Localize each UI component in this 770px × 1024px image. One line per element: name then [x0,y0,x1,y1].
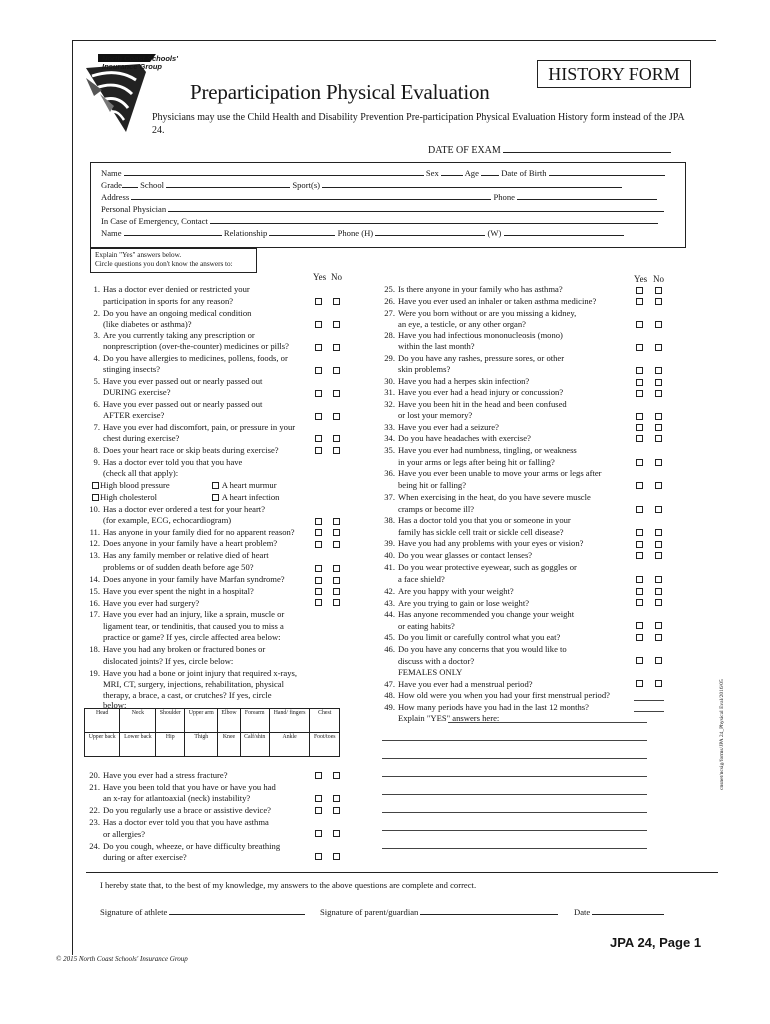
no-checkbox[interactable] [333,298,340,305]
no-header-right: No [653,274,664,284]
no-checkbox[interactable] [655,413,662,420]
explain-answer-line[interactable] [382,794,647,795]
address-row[interactable]: Address Phone [101,191,657,202]
instructions-box: Explain "Yes" answers below. Circle questions you don't know the answers to: [90,248,257,273]
question-line: practice or game? If yes, circle affected area below: [103,632,281,642]
question-line: within the last month? [398,341,475,351]
side-file-path: cnsnet/ncsig/forms/JPA 24_Physical Eval/2016/05 [719,679,725,790]
yes-checkbox[interactable] [315,413,322,420]
yes-checkbox[interactable] [315,390,322,397]
question-line: 8. Does your heart race or skip beats during exercise? [93,445,279,455]
question-line: family has sickle cell trait or sickle cell disease? [398,527,564,537]
no-checkbox[interactable] [333,390,340,397]
yes-checkbox[interactable] [315,853,322,860]
question-line: 11. Has anyone in your family died for no apparent reason? [89,527,295,537]
question-line: 13. Has any family member or relative died of heart [89,550,269,560]
explain-answer-line[interactable] [448,722,647,723]
question-line: in your arms or legs after being hit or falling? [398,457,555,467]
first-period-age-field[interactable] [634,700,664,701]
question-line: below: [103,700,127,710]
no-checkbox[interactable] [333,447,340,454]
question-line: therapy, a brace, a cast, or crutches? If yes, circle [103,690,272,700]
yes-checkbox[interactable] [315,518,322,525]
yes-checkbox[interactable] [636,552,643,559]
parent-signature-field[interactable]: Signature of parent/guardian [320,906,558,917]
yes-checkbox[interactable] [636,367,643,374]
no-header-left: No [331,272,342,282]
question-line: (for example, ECG, echocardiogram) [103,515,232,525]
question-line: 40. Do you wear glasses or contact lenses? [384,550,533,560]
exam-date-field[interactable]: DATE OF EXAM [428,143,671,157]
page-title: Preparticipation Physical Evaluation [190,80,490,104]
physician-note: Physicians may use the Child Health and Disability Prevention Pre-participation Physical Evaluation History form instead of the JPA 24. [152,112,685,136]
question-line: 20. Have you ever had a stress fracture? [89,770,228,780]
question-line: 44. Has anyone recommended you change your weight [384,609,575,619]
yes-checkbox[interactable] [315,565,322,572]
question-line: 22. Do you regularly use a brace or assistive device? [89,805,271,815]
yes-checkbox[interactable] [636,482,643,489]
yes-checkbox[interactable] [315,344,322,351]
yes-checkbox[interactable] [636,321,643,328]
yes-checkbox[interactable] [636,657,643,664]
no-checkbox[interactable] [655,390,662,397]
yes-checkbox[interactable] [636,622,643,629]
page-number-label: JPA 24, Page 1 [610,935,702,950]
question-line: 7. Have you ever had discomfort, pain, or pressure in your [93,422,296,432]
question-line: 35. Have you ever had numbness, tingling, or weakness [384,445,577,455]
no-checkbox[interactable] [655,459,662,466]
question-line: 4. Do you have allergies to medicines, pollens, foods, or [93,353,288,363]
org-name: North Coast Schools' Insurance Group [102,54,178,71]
question-line: 5. Have you ever passed out or nearly passed out [93,376,263,386]
no-checkbox[interactable] [333,518,340,525]
no-checkbox[interactable] [655,344,662,351]
question-line: participation in sports for any reason? [103,296,234,306]
question-line: being hit or falling? [398,480,467,490]
question-line: 47. Have you ever had a menstrual period? [384,679,533,689]
explain-answer-line[interactable] [382,812,647,813]
question-line: 48. How old were you when you had your first menstrual period? [384,690,610,700]
no-checkbox[interactable] [333,599,340,606]
yes-checkbox[interactable] [315,599,322,606]
yes-checkbox[interactable] [315,588,322,595]
no-checkbox[interactable] [655,321,662,328]
date-field[interactable]: Date [574,906,664,917]
no-checkbox[interactable] [655,576,662,583]
yes-checkbox[interactable] [636,541,643,548]
question-line: or eating habits? [398,621,455,631]
question-line: 27. Were you born without or are you missing a kidney, [384,308,577,318]
physician-row[interactable]: Personal Physician [101,203,664,214]
yes-checkbox[interactable] [315,772,322,779]
yes-checkbox[interactable] [636,506,643,513]
yes-checkbox[interactable] [636,459,643,466]
question-line: 23. Has a doctor ever told you that you have asthma [89,817,269,827]
question-line: 1. Has a doctor ever denied or restricted your [93,284,250,294]
body-part-cell[interactable]: Knee [218,733,240,757]
q9-option-high-blood-pressure[interactable]: High blood pressure [92,480,170,490]
question-line: 2. Do you have an ongoing medical condition [93,308,252,318]
body-parts-row [85,733,340,757]
question-line: problems or of sudden death before age 50? [103,562,254,572]
question-line: 26. Have you ever used an inhaler or taken asthma medicine? [384,296,597,306]
name-row[interactable]: Name Sex Age Date of Birth [101,167,665,178]
question-line: 38. Has a doctor told you that you or someone in your [384,515,571,525]
body-part-cell[interactable]: Ankle [269,733,310,757]
yes-checkbox[interactable] [315,807,322,814]
yes-checkbox[interactable] [636,344,643,351]
question-line: ligament tear, or tendinitis, that caused you to miss a [103,621,284,631]
body-part-cell[interactable]: Neck [120,709,156,733]
yes-checkbox[interactable] [315,435,322,442]
no-checkbox[interactable] [333,588,340,595]
body-part-cell[interactable]: Shoulder [156,709,185,733]
body-part-cell[interactable]: Upper arm [185,709,218,733]
question-line: skin problems? [398,364,451,374]
periods-count-field[interactable] [634,711,664,712]
explain-answer-line[interactable] [382,758,647,759]
yes-checkbox[interactable] [636,435,643,442]
explain-answer-line[interactable] [382,830,647,831]
question-line: (check all that apply): [103,468,179,478]
no-checkbox[interactable] [333,830,340,837]
question-line: discuss with a doctor? [398,656,475,666]
explain-answer-line[interactable] [382,776,647,777]
question-line: 30. Have you had a herpes skin infection? [384,376,530,386]
form-name-badge: HISTORY FORM [537,60,691,88]
body-part-cell[interactable]: Calf/shin [240,733,269,757]
question-line: chest during exercise? [103,433,180,443]
yes-checkbox[interactable] [636,529,643,536]
yes-checkbox[interactable] [636,680,643,687]
question-line: 21. Have you been told that you have or have you had [89,782,276,792]
no-checkbox[interactable] [333,577,340,584]
question-line: 16. Have you ever had surgery? [89,598,200,608]
body-part-cell[interactable]: Forearm [240,709,269,733]
no-checkbox[interactable] [333,541,340,548]
q9-option-heart-infection[interactable]: A heart infection [212,492,279,502]
no-checkbox[interactable] [333,413,340,420]
body-part-cell[interactable]: Hip [156,733,185,757]
no-checkbox[interactable] [333,344,340,351]
no-checkbox[interactable] [655,367,662,374]
emergency-row[interactable]: In Case of Emergency, Contact [101,215,658,226]
body-parts-row [85,709,340,733]
no-checkbox[interactable] [655,599,662,606]
question-line: stinging insects? [103,364,161,374]
question-line: dislocated joints? If yes, circle below: [103,656,234,666]
question-line: an eye, a testicle, or any other organ? [398,319,526,329]
no-checkbox[interactable] [333,853,340,860]
no-checkbox[interactable] [333,321,340,328]
yes-checkbox[interactable] [315,447,322,454]
question-line: (like diabetes or asthma)? [103,319,192,329]
no-checkbox[interactable] [655,588,662,595]
explain-yes-label: Explain "YES" answers here: [398,713,500,723]
no-checkbox[interactable] [333,529,340,536]
question-line: AFTER exercise? [103,410,165,420]
no-checkbox[interactable] [333,435,340,442]
question-line: 31. Have you ever had a head injury or concussion? [384,387,564,397]
no-checkbox[interactable] [333,807,340,814]
body-part-cell[interactable]: Upper back [85,733,120,757]
question-line: during or after exercise? [103,852,187,862]
question-line: 49. How many periods have you had in the last 12 months? [384,702,589,712]
question-line: 18. Have you had any broken or fractured bones or [89,644,266,654]
no-checkbox[interactable] [655,657,662,664]
yes-checkbox[interactable] [636,599,643,606]
question-line: 17. Have you ever had an injury, like a sprain, muscle or [89,609,285,619]
question-line: or lost your memory? [398,410,473,420]
body-part-cell[interactable]: Hand/ fingers [269,709,310,733]
question-line: nonprescription (over-the-counter) medicines or pills? [103,341,289,351]
certification-statement: I hereby state that, to the best of my knowledge, my answers to the above questions are complete and correct. [100,880,477,890]
question-line: 43. Are you trying to gain or lose weight? [384,598,530,608]
question-line: 9. Has a doctor ever told you that you have [93,457,243,467]
no-checkbox[interactable] [655,634,662,641]
no-checkbox[interactable] [655,424,662,431]
question-line: 3. Are you currently taking any prescription or [93,330,255,340]
body-part-cell[interactable]: Elbow [218,709,240,733]
question-line: cramps or become ill? [398,504,475,514]
yes-checkbox[interactable] [315,298,322,305]
yes-header-right: Yes [634,274,648,284]
question-line: 10. Has a doctor ever ordered a test for your heart? [89,504,266,514]
females-only-heading: FEMALES ONLY [398,667,463,677]
question-line: an x-ray for atlantoaxial (neck) instability? [103,793,251,803]
body-part-cell[interactable]: Head [85,709,120,733]
question-line: 39. Have you had any problems with your eyes or vision? [384,538,584,548]
question-line: 36. Have you ever been unable to move your arms or legs after [384,468,602,478]
explain-answer-line[interactable] [382,740,647,741]
question-line: 12. Does anyone in your family have a heart problem? [89,538,278,548]
yes-header-left: Yes [313,272,327,282]
question-line: 41. Do you wear protective eyewear, such as goggles or [384,562,577,572]
question-line: or allergies? [103,829,146,839]
question-line: 32. Have you been hit in the head and been confused [384,399,567,409]
question-line: MRI, CT, surgery, injections, rehabilitation, physical [103,679,284,689]
no-checkbox[interactable] [333,367,340,374]
yes-checkbox[interactable] [315,321,322,328]
yes-checkbox[interactable] [636,576,643,583]
question-line: 29. Do you have any rashes, pressure sores, or other [384,353,565,363]
yes-checkbox[interactable] [315,577,322,584]
yes-checkbox[interactable] [315,367,322,374]
athlete-signature-field[interactable]: Signature of athlete [100,906,305,917]
question-line: DURING exercise? [103,387,171,397]
body-part-cell[interactable]: Chest [310,709,340,733]
yes-checkbox[interactable] [636,287,643,294]
no-checkbox[interactable] [333,565,340,572]
yes-checkbox[interactable] [315,830,322,837]
question-line: 15. Have you ever spent the night in a hospital? [89,586,254,596]
no-checkbox[interactable] [655,506,662,513]
no-checkbox[interactable] [655,680,662,687]
question-line: 42. Are you happy with your weight? [384,586,514,596]
yes-checkbox[interactable] [636,634,643,641]
question-line: a face shield? [398,574,445,584]
no-checkbox[interactable] [655,435,662,442]
question-line: 28. Have you had infectious mononucleosis (mono) [384,330,563,340]
yes-checkbox[interactable] [315,529,322,536]
copyright-notice: © 2015 North Coast Schools' Insurance Group [56,955,188,963]
question-line: 25. Is there anyone in your family who has asthma? [384,284,563,294]
grade-row[interactable]: Grade School Sport(s) [101,179,622,190]
no-checkbox[interactable] [655,552,662,559]
yes-checkbox[interactable] [636,413,643,420]
student-info-box [90,162,686,248]
no-checkbox[interactable] [655,622,662,629]
no-checkbox[interactable] [655,379,662,386]
question-line: 33. Have you ever had a seizure? [384,422,499,432]
q9-option-high-cholesterol[interactable]: High cholesterol [92,492,157,502]
explain-answer-line[interactable] [382,848,647,849]
no-checkbox[interactable] [333,795,340,802]
emergency-contact-row[interactable]: Name Relationship Phone (H) (W) [101,227,624,238]
no-checkbox[interactable] [655,541,662,548]
yes-checkbox[interactable] [636,379,643,386]
question-line: 19. Have you had a bone or joint injury that required x-rays, [89,668,298,678]
body-parts-table [84,708,340,757]
body-part-cell[interactable]: Foot/toes [310,733,340,757]
no-checkbox[interactable] [333,772,340,779]
body-part-cell[interactable]: Thigh [185,733,218,757]
q9-option-heart-murmur[interactable]: A heart murmur [212,480,277,490]
no-checkbox[interactable] [655,482,662,489]
question-line: 6. Have you ever passed out or nearly passed out [93,399,263,409]
question-line: 37. When exercising in the heat, do you have severe muscle [384,492,591,502]
question-line: 24. Do you cough, wheeze, or have difficulty breathing [89,841,281,851]
yes-checkbox[interactable] [315,541,322,548]
question-line: 46. Do you have any concerns that you would like to [384,644,567,654]
yes-checkbox[interactable] [636,390,643,397]
no-checkbox[interactable] [655,287,662,294]
no-checkbox[interactable] [655,298,662,305]
yes-checkbox[interactable] [315,795,322,802]
yes-checkbox[interactable] [636,588,643,595]
no-checkbox[interactable] [655,529,662,536]
body-part-cell[interactable]: Lower back [120,733,156,757]
question-line: 14. Does anyone in your family have Marfan syndrome? [89,574,285,584]
yes-checkbox[interactable] [636,298,643,305]
question-line: 34. Do you have headaches with exercise? [384,433,531,443]
yes-checkbox[interactable] [636,424,643,431]
question-line: 45. Do you limit or carefully control what you eat? [384,632,561,642]
